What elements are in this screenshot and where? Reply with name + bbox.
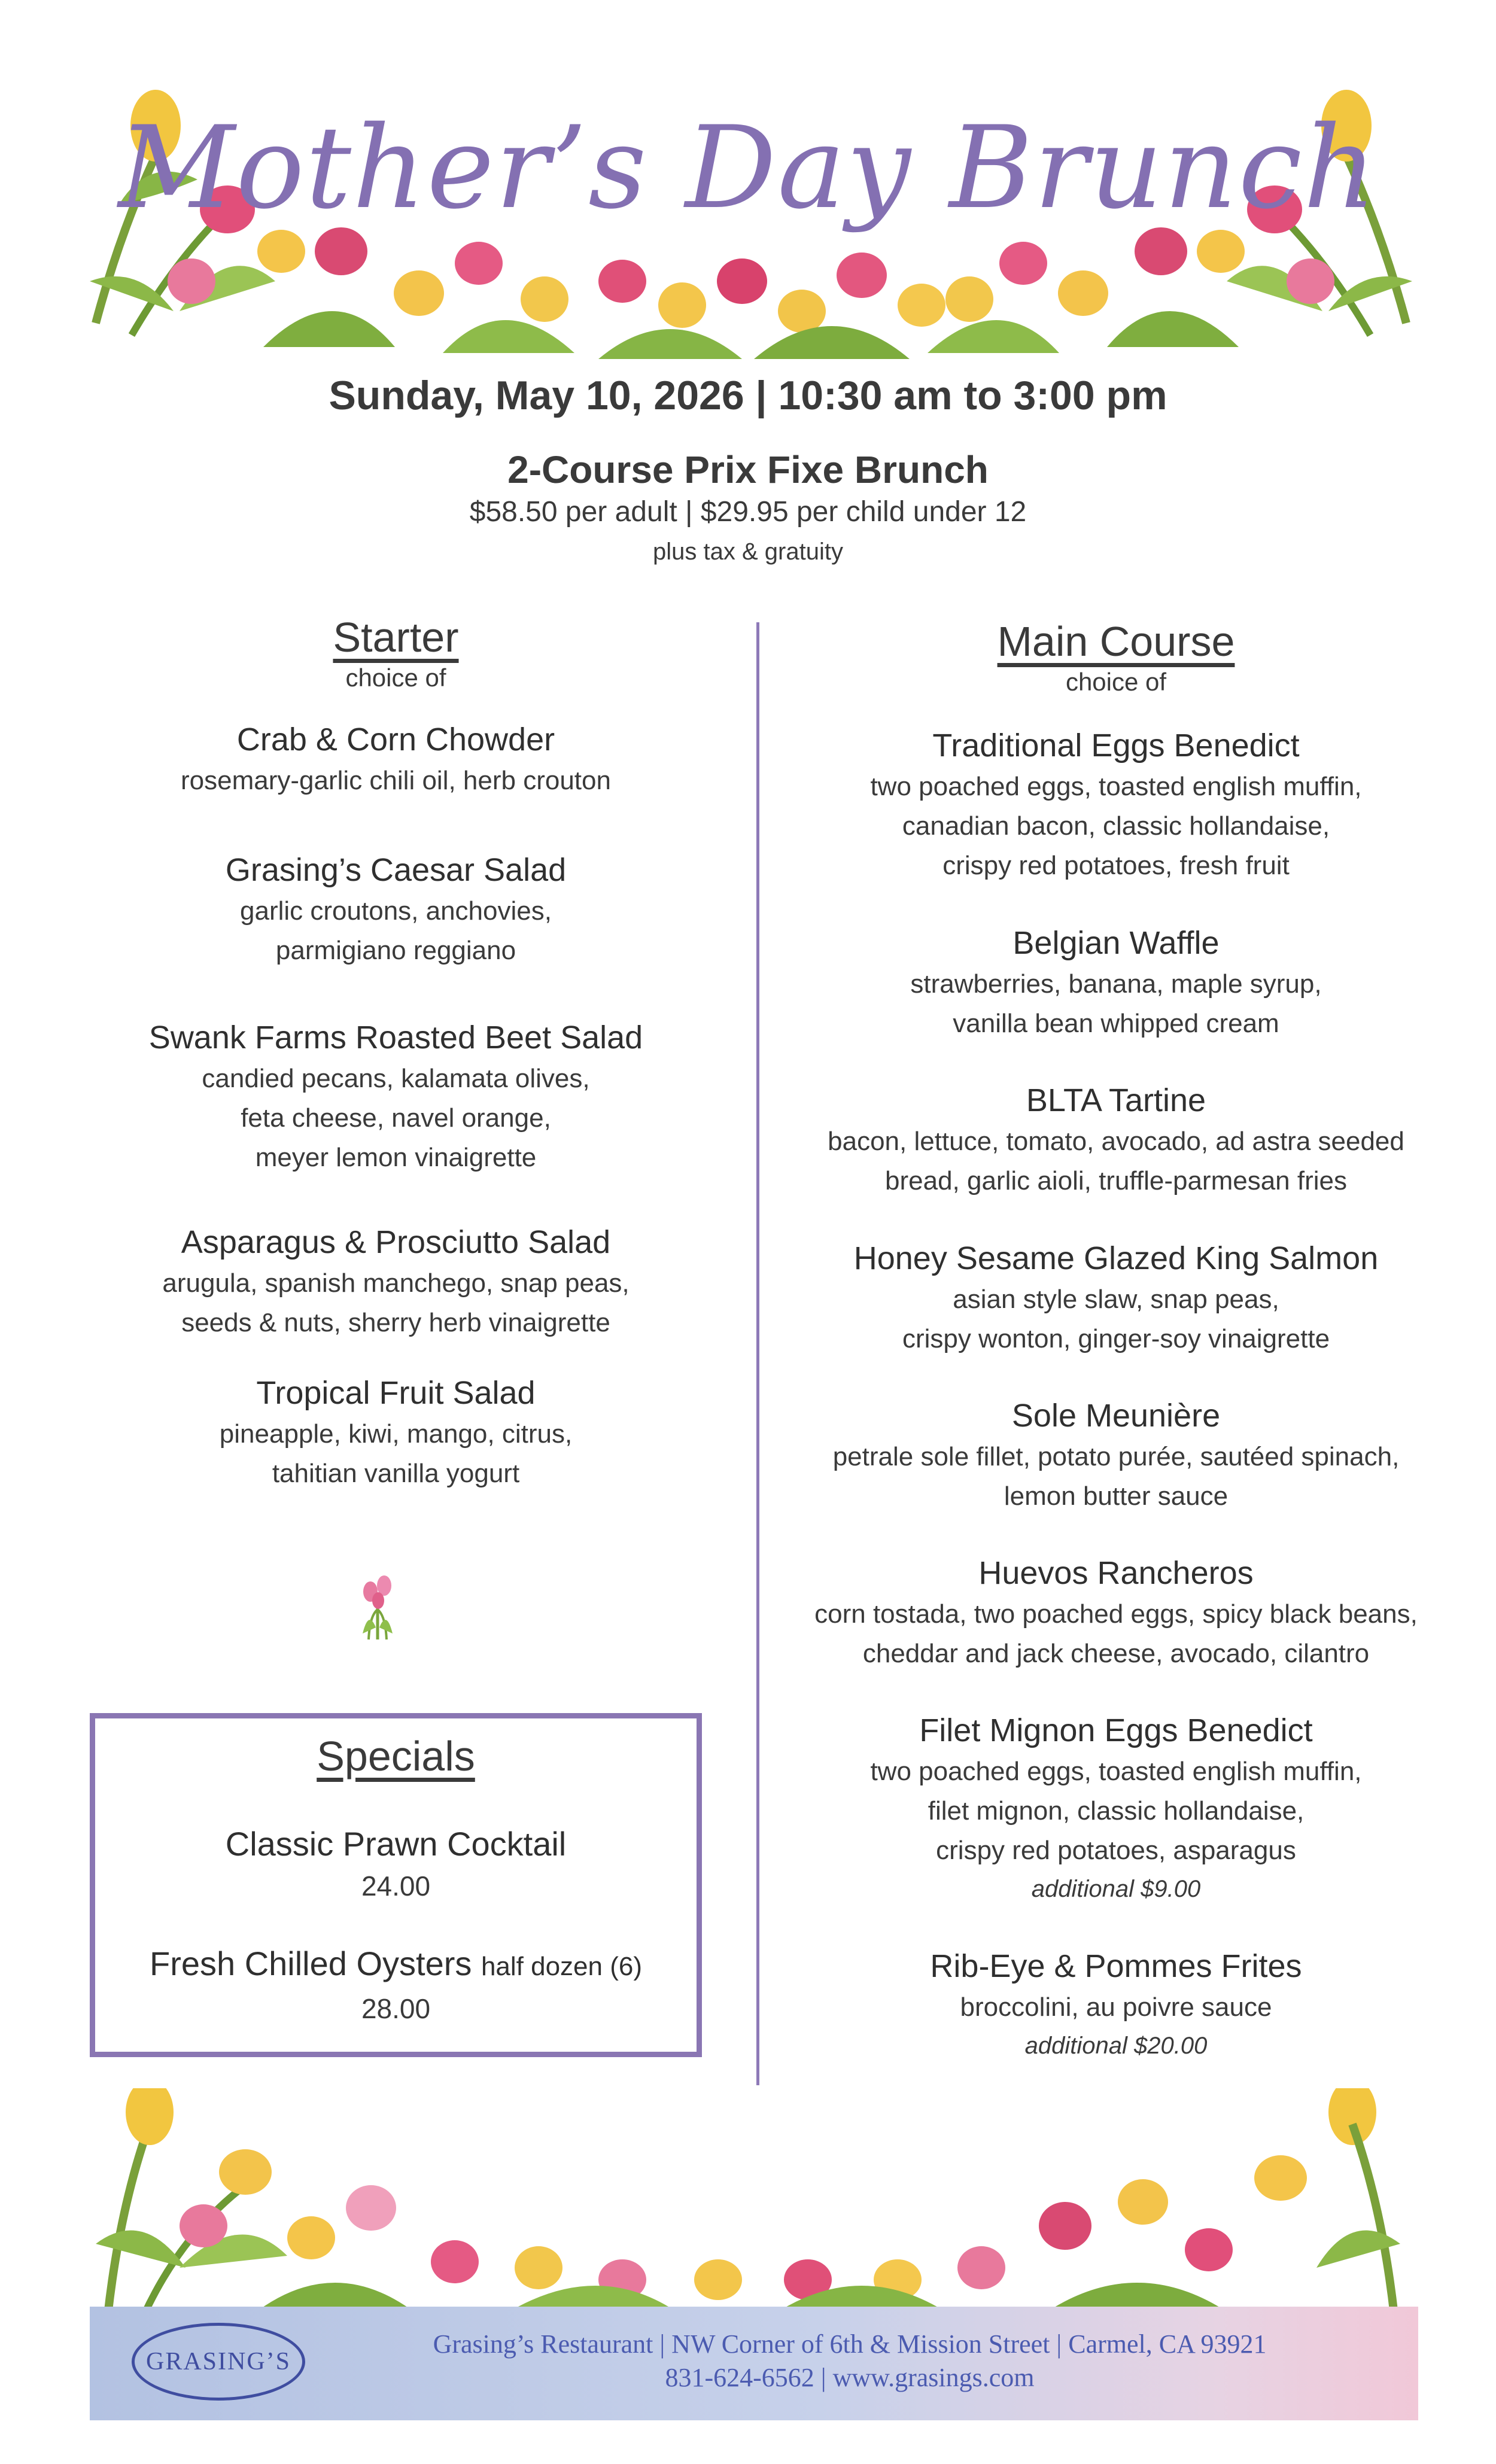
main-item <box>772 1709 1460 1908</box>
special-price: 24.00 <box>361 1870 431 1902</box>
special-price: 28.00 <box>361 1993 431 2024</box>
dish-description: rosemary-garlic chili oil, herb crouton <box>181 766 611 795</box>
special-item <box>90 1822 702 1906</box>
dish-name: Swank Farms Roasted Beet Salad <box>148 1020 643 1055</box>
main-item <box>772 1079 1460 1201</box>
starter-item <box>90 1221 702 1343</box>
dish-description: vanilla bean whipped cream <box>953 1009 1279 1038</box>
restaurant-logo <box>132 2323 305 2401</box>
specials-section <box>90 1732 702 1780</box>
footer-address: Grasing’s Restaurant | NW Corner of 6th & Mission Street | Carmel, CA 93921 <box>433 2329 1267 2359</box>
dish-description: garlic croutons, anchovies, <box>240 896 552 926</box>
dish-description: crispy red potatoes, asparagus <box>936 1836 1296 1865</box>
main-item <box>772 921 1460 1044</box>
dish-description: meyer lemon vinaigrette <box>255 1143 537 1172</box>
dish-description: arugula, spanish manchego, snap peas, <box>162 1268 630 1298</box>
dish-description: two poached eggs, toasted english muffin, <box>870 1757 1362 1786</box>
event-date: Sunday, May 10, 2026 | 10:30 am to 3:00 pm <box>329 373 1167 418</box>
dish-name: Crab & Corn Chowder <box>236 722 555 758</box>
page-title: Mother’s Day Brunch <box>118 102 1378 234</box>
dish-description: lemon butter sauce <box>1004 1482 1229 1511</box>
specials-heading: Specials <box>317 1733 475 1779</box>
dish-description: tahitian vanilla yogurt <box>272 1459 520 1488</box>
starter-item <box>90 718 702 801</box>
main-course-heading: Main Course <box>997 618 1235 665</box>
dish-description: strawberries, banana, maple syrup, <box>910 969 1322 999</box>
main-item <box>772 1552 1460 1674</box>
dish-name: BLTA Tartine <box>1026 1082 1206 1118</box>
dish-description: bacon, lettuce, tomato, avocado, ad astra seeded <box>828 1127 1404 1156</box>
dish-name: Sole Meunière <box>1011 1398 1221 1434</box>
main-item <box>772 724 1460 886</box>
dish-surcharge: additional $20.00 <box>1024 2033 1208 2059</box>
dish-description: two poached eggs, toasted english muffin, <box>870 772 1362 801</box>
starter-heading: Starter <box>333 614 459 661</box>
dish-name: Asparagus & Prosciutto Salad <box>181 1224 611 1260</box>
tulip-banner-bottom <box>84 2088 1418 2316</box>
tulip-icon <box>357 1568 399 1642</box>
dish-description: cheddar and jack cheese, avocado, cilantro <box>862 1639 1370 1668</box>
dish-description: crispy red potatoes, fresh fruit <box>942 851 1290 880</box>
dish-name: Filet Mignon Eggs Benedict <box>919 1712 1313 1748</box>
dish-description: crispy wonton, ginger-soy vinaigrette <box>902 1324 1330 1353</box>
dish-description: seeds & nuts, sherry herb vinaigrette <box>181 1308 610 1337</box>
dish-name: Honey Sesame Glazed King Salmon <box>853 1240 1379 1276</box>
special-name-line <box>90 1942 702 1989</box>
main-course-subheading: choice of <box>1065 668 1167 696</box>
dish-description: parmigiano reggiano <box>275 936 516 965</box>
main-course-section <box>772 617 1460 696</box>
tulip-border-bottom-icon <box>96 2088 1400 2316</box>
column-divider <box>756 622 759 2085</box>
dish-description: petrale sole fillet, potato purée, sautéed spinach, <box>832 1442 1400 1471</box>
dish-description: candied pecans, kalamata olives, <box>202 1064 590 1093</box>
tulip-border-center-icon <box>598 253 945 359</box>
prix-fixe-price: $58.50 per adult | $29.95 per child under 12 <box>469 496 1027 528</box>
special-item <box>90 1942 702 2028</box>
main-item <box>772 1394 1460 1516</box>
main-item <box>772 1237 1460 1359</box>
footer-contact[interactable]: 831-624-6562 | www.grasings.com <box>665 2363 1035 2392</box>
dish-description: pineapple, kiwi, mango, citrus, <box>219 1419 573 1449</box>
starter-item <box>90 848 702 971</box>
special-name: Classic Prawn Cocktail <box>225 1825 567 1863</box>
dish-name: Grasing’s Caesar Salad <box>225 852 567 888</box>
starter-section <box>90 613 702 692</box>
dish-description: corn tostada, two poached eggs, spicy black beans, <box>814 1599 1418 1629</box>
dish-description: canadian bacon, classic hollandaise, <box>902 811 1330 841</box>
starter-item <box>90 1371 702 1493</box>
dish-surcharge: additional $9.00 <box>1031 1876 1201 1902</box>
logo-text: GRASING’S <box>145 2348 291 2375</box>
dish-name: Traditional Eggs Benedict <box>932 728 1300 763</box>
dish-name: Tropical Fruit Salad <box>256 1375 536 1411</box>
starter-item <box>90 1016 702 1178</box>
dish-name: Huevos Rancheros <box>978 1555 1254 1591</box>
dish-description: filet mignon, classic hollandaise, <box>928 1796 1305 1826</box>
prix-fixe-title: 2-Course Prix Fixe Brunch <box>507 448 989 491</box>
dish-description: broccolini, au poivre sauce <box>960 1993 1272 2022</box>
dish-description: feta cheese, navel orange, <box>241 1103 551 1133</box>
dish-name: Belgian Waffle <box>1012 925 1220 961</box>
special-note: half dozen (6) <box>481 1952 642 1981</box>
prix-fixe-note: plus tax & gratuity <box>653 539 843 565</box>
dish-name: Rib-Eye & Pommes Frites <box>930 1948 1302 1984</box>
special-name: Fresh Chilled Oysters <box>150 1945 472 1982</box>
main-item <box>772 1945 1460 2064</box>
starter-subheading: choice of <box>345 664 446 692</box>
dish-description: asian style slaw, snap peas, <box>953 1285 1279 1314</box>
dish-description: bread, garlic aioli, truffle-parmesan fries <box>885 1166 1347 1196</box>
